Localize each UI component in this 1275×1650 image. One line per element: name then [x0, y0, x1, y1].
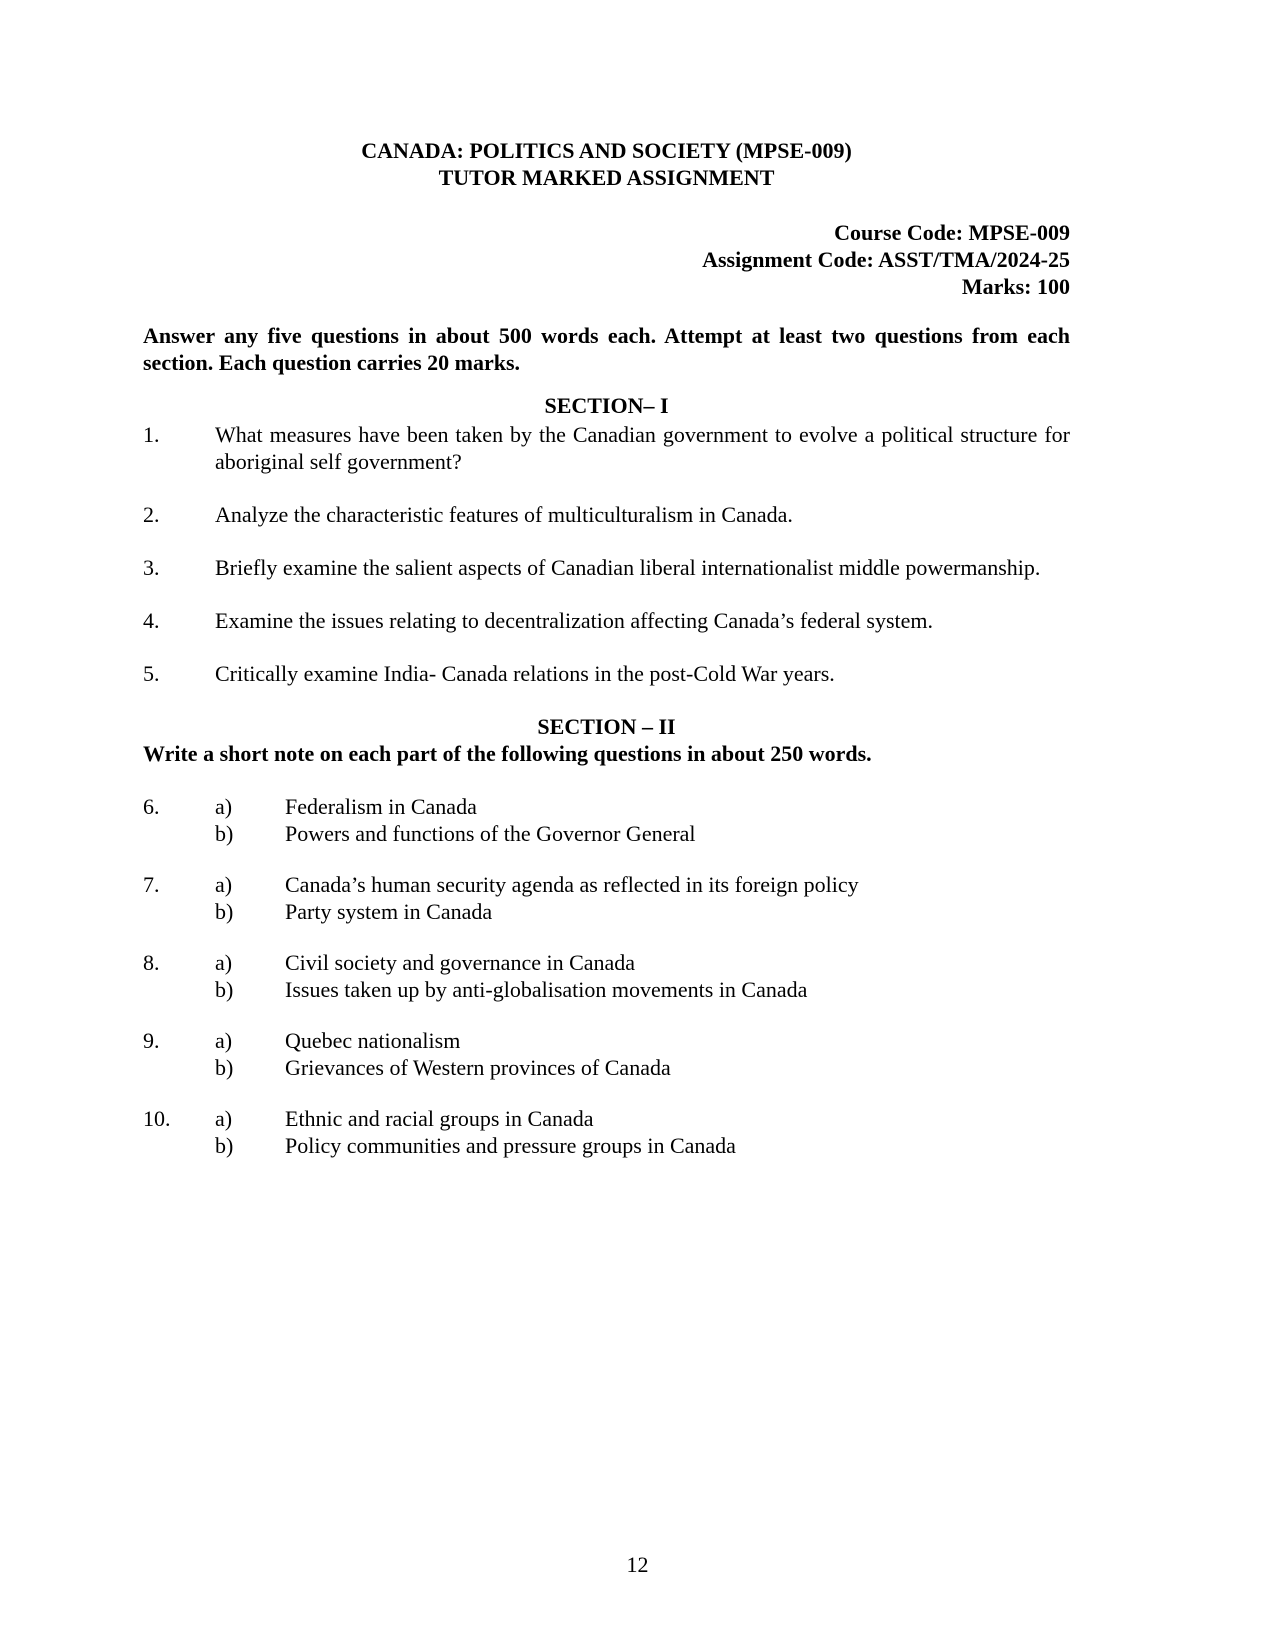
part-text: Federalism in Canada	[285, 794, 477, 819]
assignment-code: Assignment Code: ASST/TMA/2024-25	[702, 247, 1070, 272]
question-part-row	[143, 793, 1070, 820]
section2-instruction: Write a short note on each part of the following questions in about 250 words.	[143, 741, 872, 766]
question-part-row	[143, 871, 1070, 898]
question-number: 1.	[143, 422, 160, 447]
question-number-spacer	[143, 898, 215, 925]
part-label: b)	[215, 1133, 234, 1158]
question-part-row	[143, 1054, 1070, 1081]
part-text: Civil society and governance in Canada	[285, 950, 636, 975]
part-text: Issues taken up by anti-globalisation movements in Canada	[285, 977, 808, 1002]
meta-block	[143, 219, 1070, 300]
part-text: Powers and functions of the Governor General	[285, 821, 696, 846]
part-text: Canada’s human security agenda as reflected in its foreign policy	[285, 872, 859, 897]
part-label: a)	[215, 950, 233, 975]
question-row	[143, 607, 1070, 634]
part-text: Party system in Canada	[285, 899, 493, 924]
document-title: CANADA: POLITICS AND SOCIETY (MPSE-009)	[361, 138, 852, 163]
question-number-spacer	[143, 1054, 215, 1081]
question-number: 10.	[143, 1106, 171, 1131]
question-part-row	[143, 820, 1070, 847]
question-text: Analyze the characteristic features of multiculturalism in Canada.	[215, 502, 793, 527]
question-number-spacer	[143, 1132, 215, 1159]
question-part-row	[143, 898, 1070, 925]
question-text: What measures have been taken by the Canadian government to evolve a political structure for aboriginal self government?	[215, 422, 1070, 474]
document-subtitle: TUTOR MARKED ASSIGNMENT	[438, 165, 775, 190]
part-text: Quebec nationalism	[285, 1028, 461, 1053]
part-label: b)	[215, 1055, 234, 1080]
marks: Marks: 100	[961, 274, 1070, 299]
title-block	[143, 137, 1070, 191]
section1-questions	[143, 421, 1070, 687]
question-number: 8.	[143, 950, 160, 975]
part-label: b)	[215, 899, 234, 924]
question-part-row	[143, 949, 1070, 976]
question-row	[143, 660, 1070, 687]
part-text: Grievances of Western provinces of Canada	[285, 1055, 671, 1080]
question-number: 9.	[143, 1028, 160, 1053]
question-part-row	[143, 1027, 1070, 1054]
page-number: 12	[626, 1552, 649, 1577]
section1-heading: SECTION– I	[544, 393, 669, 418]
question-part-row	[143, 976, 1070, 1003]
part-label: b)	[215, 821, 234, 846]
question-group	[143, 1105, 1070, 1159]
part-label: a)	[215, 872, 233, 897]
course-code: Course Code: MPSE-009	[834, 220, 1070, 245]
question-row	[143, 501, 1070, 528]
question-group	[143, 1027, 1070, 1081]
part-label: a)	[215, 794, 233, 819]
part-label: a)	[215, 1106, 233, 1131]
question-row	[143, 421, 1070, 475]
section2-questions	[143, 793, 1070, 1159]
question-number-spacer	[143, 976, 215, 1003]
question-number: 3.	[143, 555, 160, 580]
question-number: 5.	[143, 661, 160, 686]
section2-heading: SECTION – II	[537, 714, 676, 739]
part-label: b)	[215, 977, 234, 1002]
question-number: 2.	[143, 502, 160, 527]
part-label: a)	[215, 1028, 233, 1053]
question-row	[143, 554, 1070, 581]
question-number: 4.	[143, 608, 160, 633]
question-part-row	[143, 1105, 1070, 1132]
question-text: Examine the issues relating to decentralization affecting Canada’s federal system.	[215, 608, 933, 633]
question-group	[143, 871, 1070, 925]
part-text: Policy communities and pressure groups in Canada	[285, 1133, 736, 1158]
question-text: Briefly examine the salient aspects of Canadian liberal internationalist middle powermanship.	[215, 555, 1041, 580]
question-text: Critically examine India- Canada relations in the post-Cold War years.	[215, 661, 835, 686]
question-number: 7.	[143, 872, 160, 897]
question-number-spacer	[143, 820, 215, 847]
part-text: Ethnic and racial groups in Canada	[285, 1106, 594, 1131]
question-part-row	[143, 1132, 1070, 1159]
general-instructions: Answer any five questions in about 500 words each. Attempt at least two questions from each section. Each question carries 20 marks.	[143, 323, 1070, 375]
question-group	[143, 793, 1070, 847]
question-group	[143, 949, 1070, 1003]
question-number: 6.	[143, 794, 160, 819]
